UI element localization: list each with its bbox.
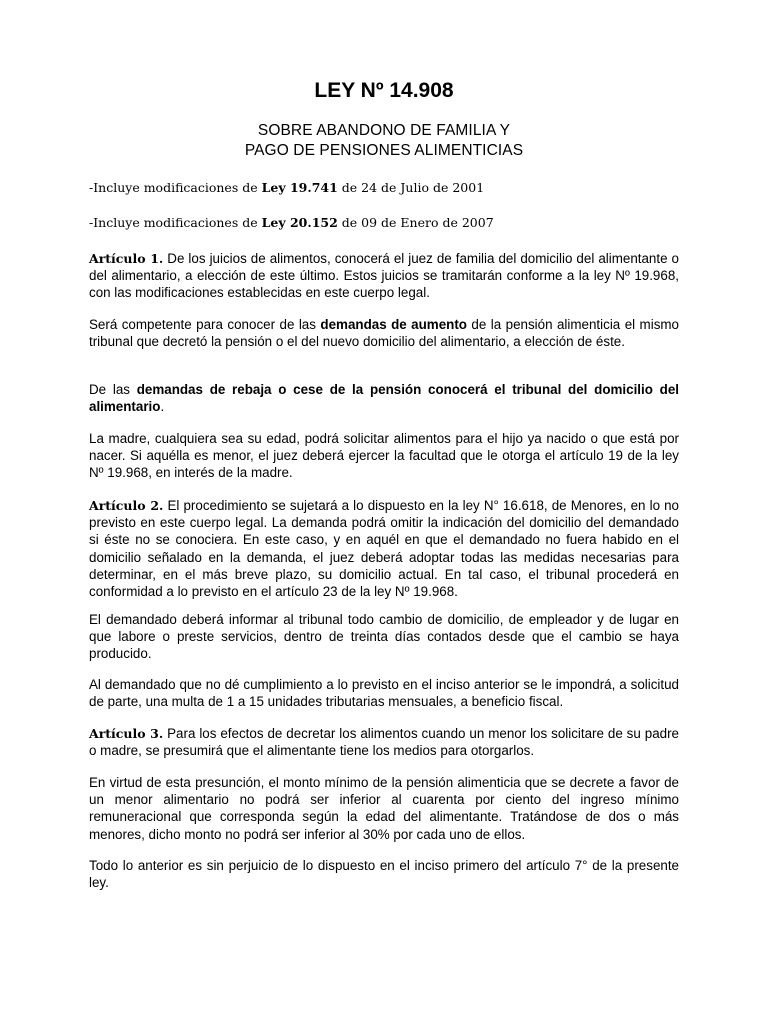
- modification-note-2: [89, 214, 679, 232]
- subtitle-line-2: PAGO DE PENSIONES ALIMENTICIAS: [244, 142, 524, 159]
- paragraph-text: de la pensión alimenticia el mismo tribunal que decretó la pensión o el del nuevo domicilio del alimentario, a elección de éste.: [89, 317, 679, 350]
- paragraph-text: .: [160, 399, 165, 415]
- page-subtitle: [89, 121, 679, 161]
- modification-suffix: de 09 de Enero de 2007: [337, 215, 494, 230]
- paragraph-text: El procedimiento se sujetará a lo dispuesto en la ley N° 16.618, de Menores, en lo no previsto en este cuerpo legal. La demanda podrá omitir la indicación del domicilio del demandado si éste no se conociera. En este caso, y en aquél en que el demandado no fuera habido en el domicilio señalado en la demanda, el juez deberá adoptar todas las medidas necesarias para determinar, en el más breve plazo, su domicilio actual. En tal caso, el tribunal procederá en conformidad a lo previsto en el artículo 23 de la ley Nº 19.968.: [89, 498, 680, 600]
- article-label: Artículo 2.: [89, 498, 164, 513]
- modification-suffix: de 24 de Julio de 2001: [337, 180, 485, 195]
- modification-note-1: [89, 179, 679, 197]
- bold-phrase: demandas de rebaja o cese de la pensión conocerá el tribunal del domicilio del alimentario: [89, 382, 679, 415]
- paragraph-text: De las: [89, 382, 137, 397]
- paragraph-perjuicio: Todo lo anterior es sin perjuicio de lo dispuesto en el inciso primero del artículo 7° de la presente ley.: [89, 858, 679, 891]
- modification-prefix: -Incluye modificaciones de: [89, 180, 262, 195]
- subtitle-line-1: SOBRE ABANDONO DE FAMILIA Y: [257, 122, 511, 139]
- bold-phrase: demandas de aumento: [320, 317, 467, 332]
- page-title: LEY Nº 14.908: [314, 79, 454, 102]
- paragraph-text: Será competente para conocer de las: [89, 317, 321, 332]
- modification-ley: Ley 20.152: [261, 215, 338, 230]
- paragraph-demandas-rebaja: [89, 381, 679, 415]
- modification-ley: Ley 19.741: [261, 180, 338, 195]
- paragraph-text: Para los efectos de decretar los alimentos cuando un menor los solicitare de su padre o madre, se presumirá que el alimentante tiene los medios para otorgarlos.: [89, 726, 679, 759]
- article-label: Artículo 3.: [89, 726, 164, 741]
- paragraph-articulo-3: [89, 725, 679, 759]
- paragraph-text: De los juicios de alimentos, conocerá el juez de familia del domicilio del alimentante o del alimentario, a elección de este último. Estos juicios se tramitarán conforme a la ley Nº 19.968, con las modificaciones establecidas en este cuerpo legal.: [89, 251, 680, 301]
- paragraph-demandas-aumento: [89, 316, 679, 350]
- paragraph-articulo-2: [89, 497, 679, 600]
- article-label: Artículo 1.: [89, 251, 164, 266]
- modification-prefix: -Incluye modificaciones de: [89, 215, 262, 230]
- paragraph-presuncion: En virtud de esta presunción, el monto mínimo de la pensión alimenticia que se decrete a favor de un menor alimentario no podrá ser inferior al cuarenta por ciento del ingreso mínimo remuneracional que corresponda según la edad del alimentante. Tratándose de dos o más menores, dicho monto no podrá ser inferior al 30% por cada uno de ellos.: [89, 775, 679, 842]
- paragraph-informar-domicilio: El demandado deberá informar al tribunal todo cambio de domicilio, de empleador y de lugar en que labore o preste servicios, dentro de treinta días contados desde que el cambio se haya producido.: [89, 612, 679, 662]
- paragraph-madre: La madre, cualquiera sea su edad, podrá solicitar alimentos para el hijo ya nacido o que está por nacer. Si aquélla es menor, el juez deberá ejercer la facultad que le otorga el artículo 19 de la ley Nº 19.968, en interés de la madre.: [89, 431, 679, 481]
- document-page: [89, 0, 679, 1024]
- paragraph-multa: Al demandado que no dé cumplimiento a lo previsto en el inciso anterior se le impondrá, a solicitud de parte, una multa de 1 a 15 unidades tributarias mensuales, a beneficio fiscal.: [89, 677, 679, 710]
- paragraph-articulo-1: [89, 250, 679, 302]
